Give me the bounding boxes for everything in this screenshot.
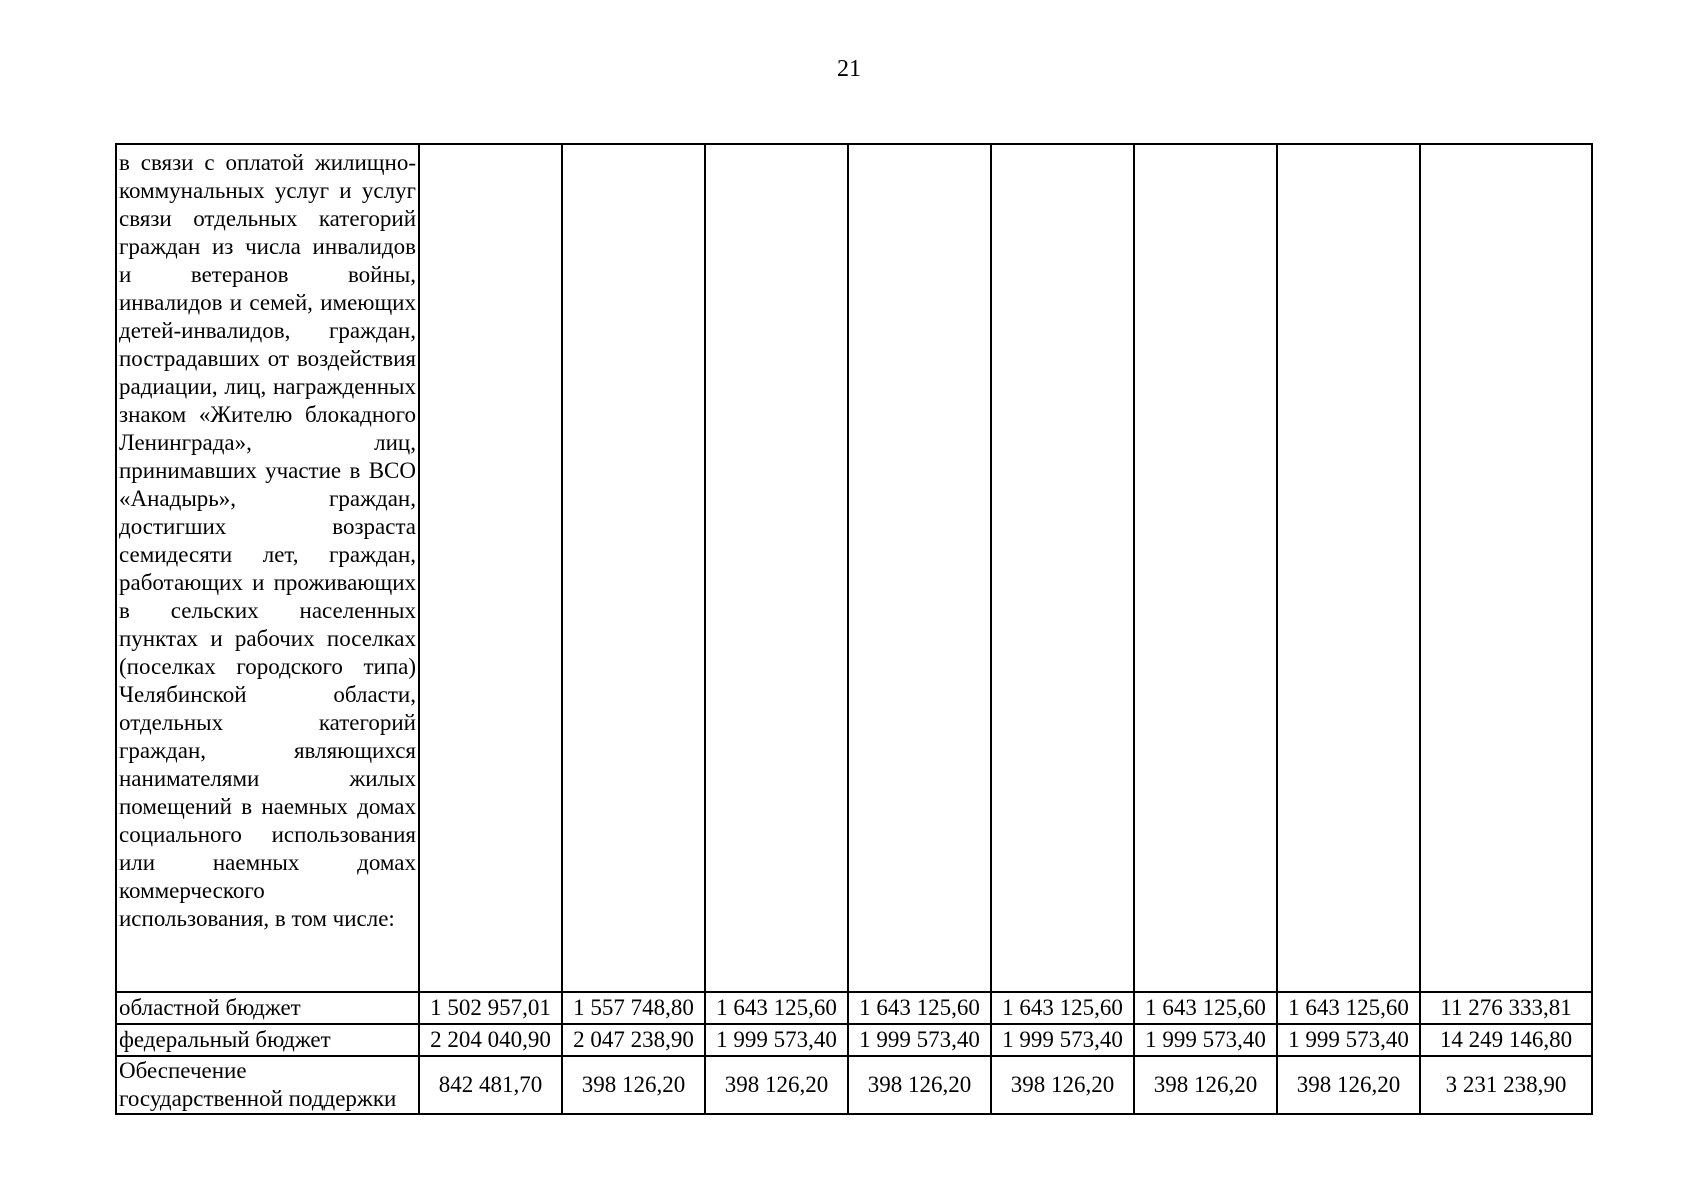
- value-cell: 1 999 573,40: [848, 1024, 991, 1056]
- value-cell: 398 126,20: [705, 1056, 848, 1114]
- total-cell: 11 276 333,81: [1420, 992, 1592, 1024]
- empty-cell: [1134, 144, 1277, 992]
- value-cell: 1 999 573,40: [1134, 1024, 1277, 1056]
- empty-cell: [562, 144, 705, 992]
- total-cell: 14 249 146,80: [1420, 1024, 1592, 1056]
- value-cell: 2 204 040,90: [419, 1024, 562, 1056]
- empty-cell: [705, 144, 848, 992]
- value-cell: 1 643 125,60: [1134, 992, 1277, 1024]
- value-cell: 1 999 573,40: [1277, 1024, 1420, 1056]
- value-cell: 398 126,20: [562, 1056, 705, 1114]
- row-label: федеральный бюджет: [116, 1024, 419, 1056]
- value-cell: 1 502 957,01: [419, 992, 562, 1024]
- value-cell: 398 126,20: [991, 1056, 1134, 1114]
- value-cell: 2 047 238,90: [562, 1024, 705, 1056]
- table-row: [116, 1056, 1592, 1114]
- table-row: [116, 1024, 1592, 1056]
- value-cell: 1 643 125,60: [705, 992, 848, 1024]
- value-cell: 398 126,20: [1277, 1056, 1420, 1114]
- value-cell: 842 481,70: [419, 1056, 562, 1114]
- empty-cell: [848, 144, 991, 992]
- empty-cell: [991, 144, 1134, 992]
- page-number: 21: [837, 56, 861, 82]
- budget-table: [115, 143, 1593, 1115]
- value-cell: 1 643 125,60: [991, 992, 1134, 1024]
- empty-cell: [1277, 144, 1420, 992]
- description-row: [116, 144, 1592, 992]
- value-cell: 1 643 125,60: [1277, 992, 1420, 1024]
- value-cell: 398 126,20: [848, 1056, 991, 1114]
- total-cell: 3 231 238,90: [1420, 1056, 1592, 1114]
- value-cell: 1 999 573,40: [991, 1024, 1134, 1056]
- value-cell: 1 999 573,40: [705, 1024, 848, 1056]
- value-cell: 1 643 125,60: [848, 992, 991, 1024]
- row-label: областной бюджет: [116, 992, 419, 1024]
- row-label: Обеспечение государственной поддержки: [116, 1056, 419, 1114]
- value-cell: 1 557 748,80: [562, 992, 705, 1024]
- empty-cell: [1420, 144, 1592, 992]
- empty-cell: [419, 144, 562, 992]
- value-cell: 398 126,20: [1134, 1056, 1277, 1114]
- description-cell: в связи с оплатой жилищно-коммунальных услуг и услуг связи отдельных категорий граждан из числа инвалидов и ветеранов войны, инвалидов и семей, имеющих детей-инвалидов, граждан, пострадавших от воздействия радиации, лиц, награжденных знаком «Жителю блокадного Ленинграда», лиц, принимавших участие в ВСО «Анадырь», граждан, достигших возраста семидесяти лет, граждан, работающих и проживающих в сельских населенных пунктах и рабочих поселках (поселках городского типа) Челябинской области, отдельных категорий граждан, являющихся нанимателями жилых помещений в наемных домах социального использования или наемных домах коммерческого использования, в том числе:: [116, 144, 419, 992]
- table-row: [116, 992, 1592, 1024]
